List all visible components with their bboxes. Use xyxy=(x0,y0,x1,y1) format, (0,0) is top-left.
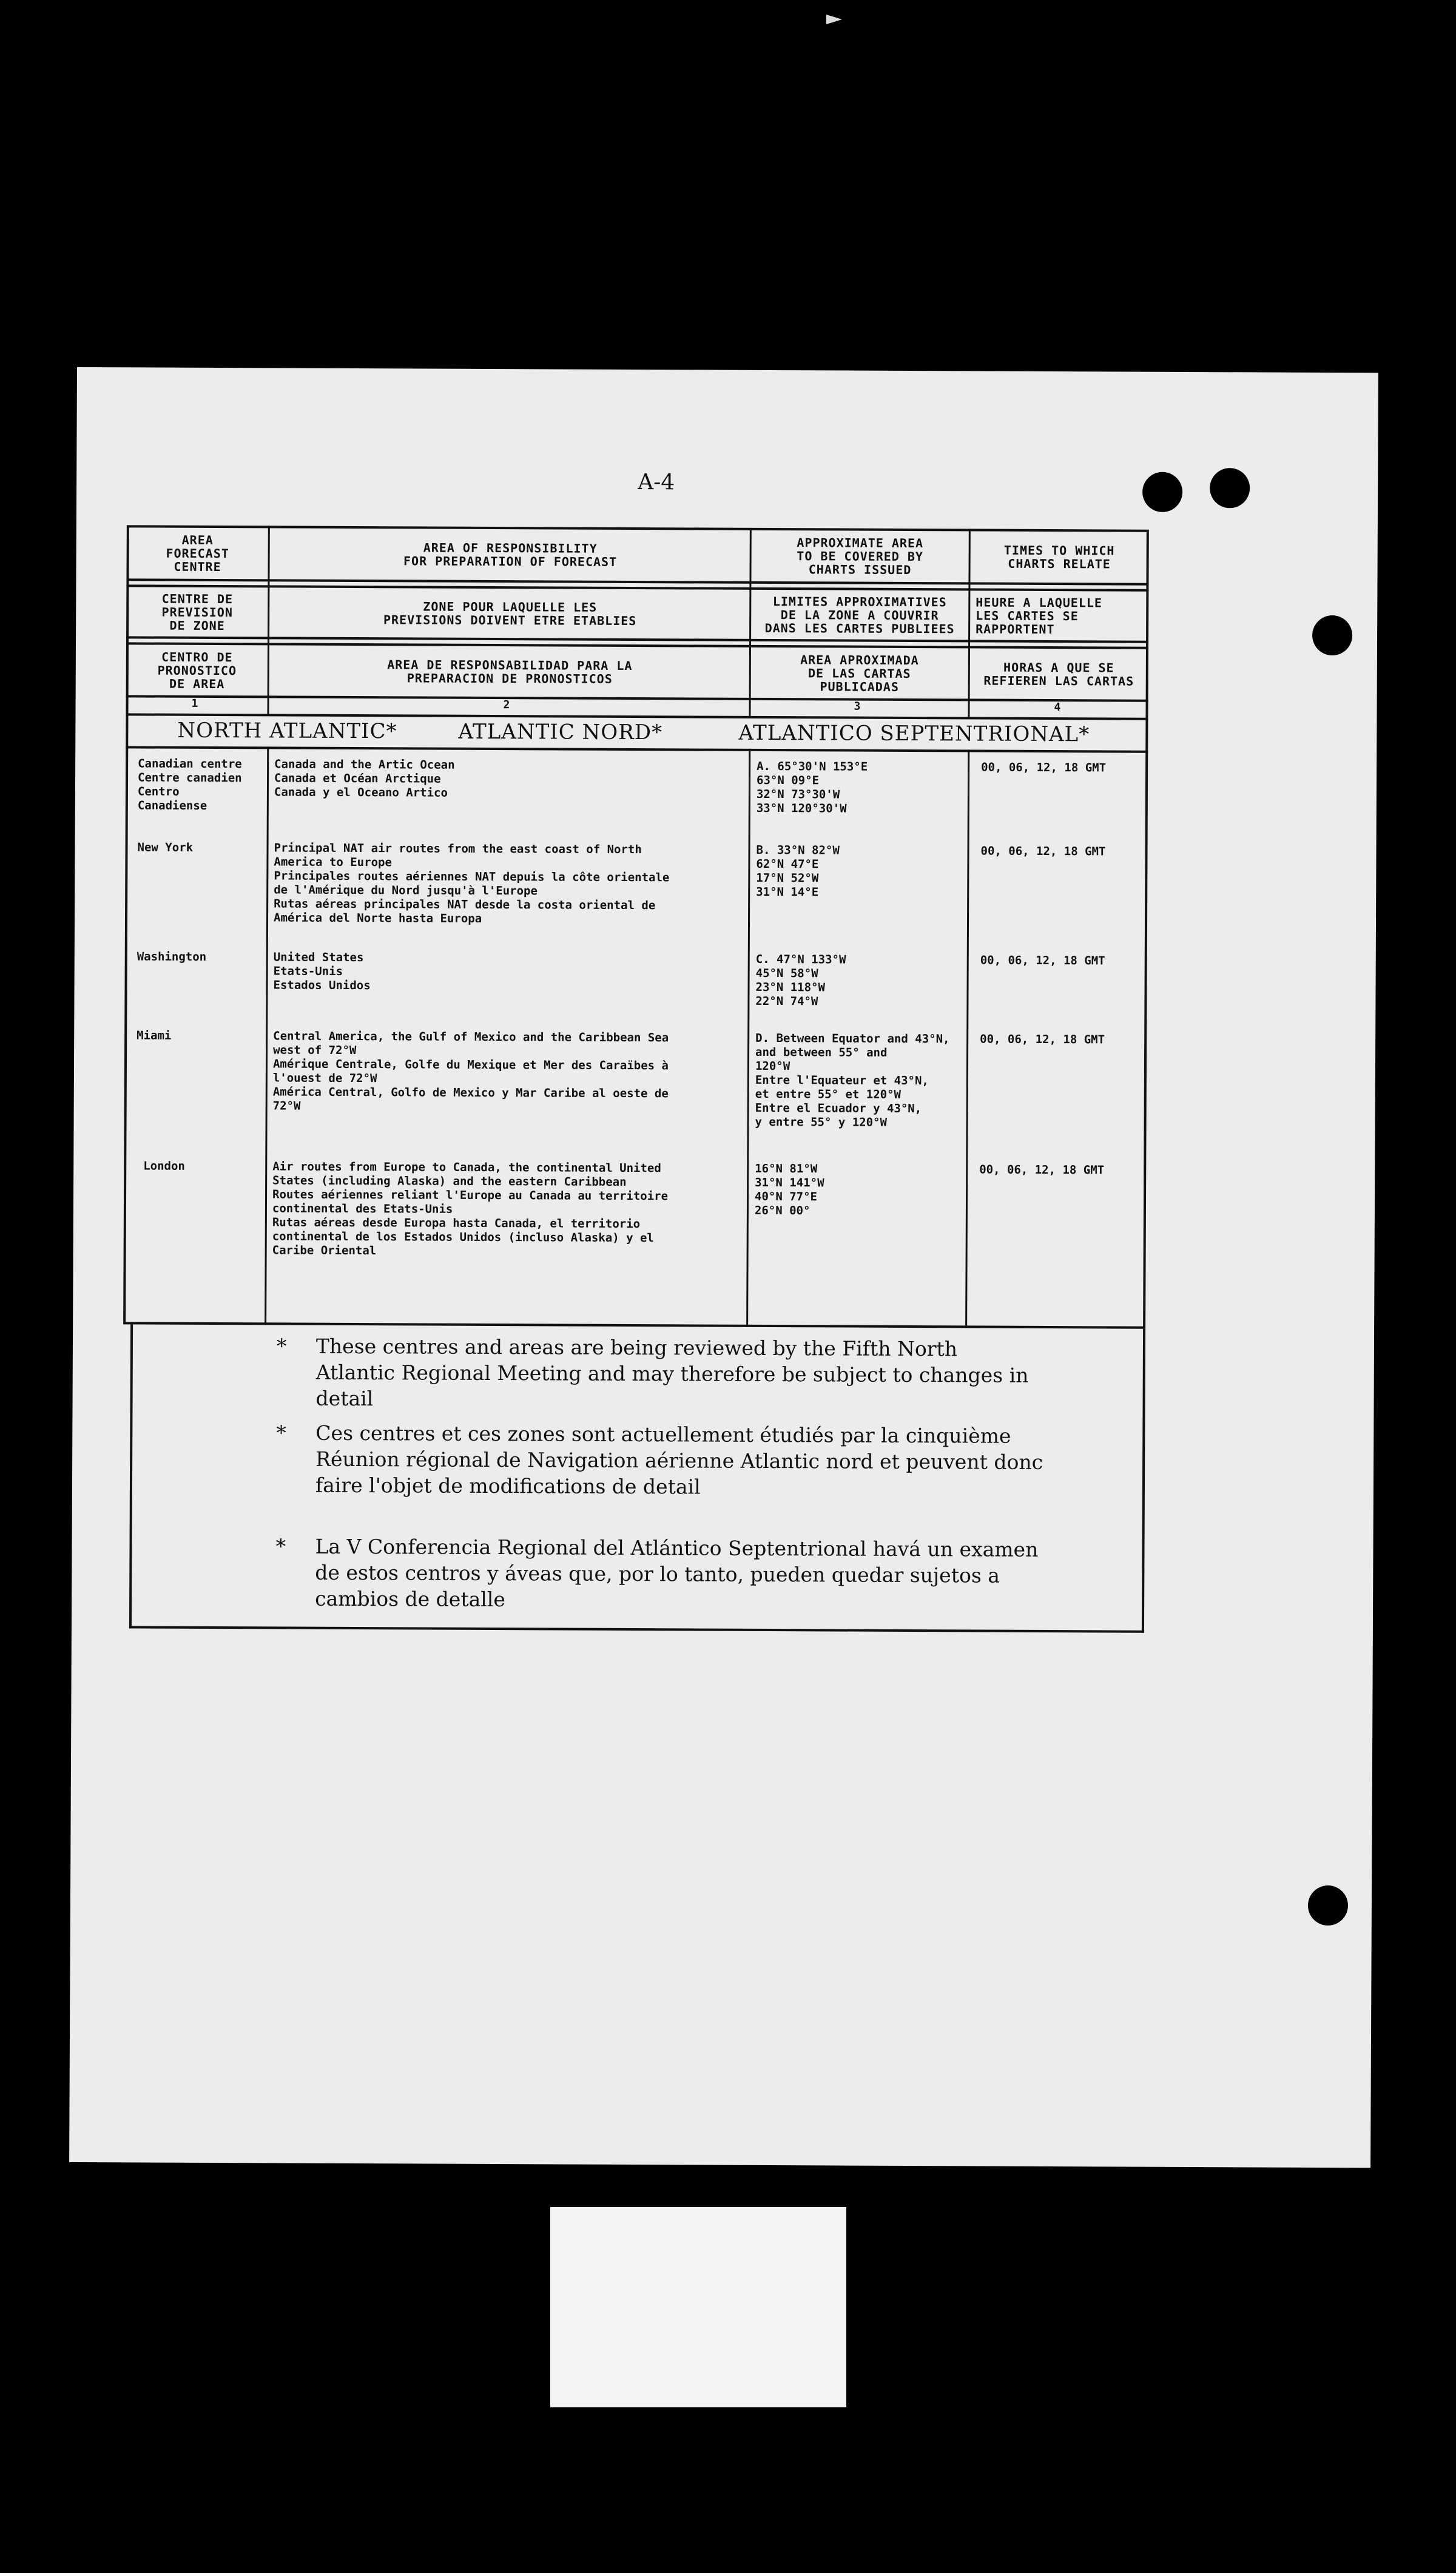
area-cell: Air routes from Europe to Canada, the continental United States (including Alaska) and the eastern Caribbean Routes aériennes reliant l'Europe au Canada au territoire continental des Etats-Unis Rutas aéreas desde Europa hasta Canada, el territorio continental de los Estados Unidos (incluso Alaska) y el Caribe Oriental xyxy=(272,1160,669,1258)
times-cell: 00, 06, 12, 18 GMT xyxy=(981,760,1107,775)
column-number: 2 xyxy=(503,698,510,712)
header-fr-centre: CENTRE DE PREVISION DE ZONE xyxy=(161,591,234,633)
column-number: 1 xyxy=(191,697,198,710)
footnote-text: La V Conferencia Regional del Atlántico Septentrional havá un examen de estos centros y áveas que, por lo tanto, pueden quedar sujetos a cambios de detalle xyxy=(315,1534,1039,1612)
header-en-centre: AREA FORECAST CENTRE xyxy=(166,532,229,575)
punch-hole xyxy=(1210,468,1250,508)
footnote-text: Ces centres et ces zones sont actuellement étudiés par la cinquième Réunion régional de Navigation aérienne Atlantic nord et peuvent donc faire l'objet de modifications de detail xyxy=(315,1421,1043,1499)
charts-cell: D. Between Equator and 43°N, and between 55° and 120°W Entre l'Equateur et 43°N, et entre 55° et 120°W Entre el Ecuador y 43°N, y entre 55° y 120°W xyxy=(755,1031,950,1129)
area-cell: Canada and the Artic Ocean Canada et Océan Arctique Canada y el Oceano Artico xyxy=(274,757,455,800)
footnote-fr xyxy=(276,1420,1050,1501)
footnote-en xyxy=(276,1333,1032,1415)
footnote-text: These centres and areas are being reviewed by the Fifth North Atlantic Regional Meeting and may therefore be subject to changes in detail xyxy=(315,1334,1029,1411)
column-number: 4 xyxy=(1054,701,1061,714)
header-fr-times: HEURE A LAQUELLE LES CARTES SE RAPPORTENT xyxy=(976,594,1103,637)
area-cell: Central America, the Gulf of Mexico and the Caribbean Sea west of 72°W Amérique Centrale, Golfe du Mexique et Mer des Caraïbes à l'ouest de 72°W América Central, Golfo de Mexico y Mar Caribe al oeste de 72°W xyxy=(272,1029,669,1113)
header-es-charts: AREA APROXIMADA DE LAS CARTAS PUBLICADAS xyxy=(800,652,919,694)
scan-edge-mark xyxy=(826,15,842,24)
header-es-times: HORAS A QUE SE REFIEREN LAS CARTAS xyxy=(983,660,1134,689)
punch-hole xyxy=(1308,1885,1348,1926)
area-cell: United States Etats-Unis Estados Unidos xyxy=(273,950,371,993)
centre-cell: Miami xyxy=(136,1029,172,1043)
times-cell: 00, 06, 12, 18 GMT xyxy=(979,1163,1105,1177)
centre-cell: Washington xyxy=(136,950,207,964)
charts-cell: 16°N 81°W 31°N 141°W 40°N 77°E 26°N 00° xyxy=(754,1161,824,1218)
header-es-centre: CENTRO DE PRONOSTICO DE AREA xyxy=(157,649,237,691)
header-en-area: AREA OF RESPONSIBILITY FOR PREPARATION OF FORECAST xyxy=(403,540,618,569)
column-number: 3 xyxy=(854,700,861,713)
region-title-en: NORTH ATLANTIC* xyxy=(177,718,397,744)
centre-cell: London xyxy=(143,1159,185,1173)
footnote-asterisk: * xyxy=(275,1534,286,1558)
centre-cell: New York xyxy=(137,840,194,854)
charts-cell: B. 33°N 82°W 62°N 47°E 17°N 52°W 31°N 14°E xyxy=(756,843,840,899)
header-en-times: TIMES TO WHICH CHARTS RELATE xyxy=(1003,543,1115,572)
punch-hole xyxy=(1312,615,1352,655)
region-title-fr: ATLANTIC NORD* xyxy=(458,719,663,745)
times-cell: 00, 06, 12, 18 GMT xyxy=(980,844,1106,859)
region-title-es: ATLANTICO SEPTENTRIONAL* xyxy=(738,720,1090,747)
header-fr-charts: LIMITES APPROXIMATIVES DE LA ZONE A COUVRIR DANS LES CARTES PUBLIEES xyxy=(764,593,955,636)
times-cell: 00, 06, 12, 18 GMT xyxy=(980,953,1105,968)
charts-cell: C. 47°N 133°W 45°N 58°W 23°N 118°W 22°N 74°W xyxy=(755,952,846,1009)
times-cell: 00, 06, 12, 18 GMT xyxy=(980,1032,1105,1047)
document-page xyxy=(69,367,1378,2168)
header-en-charts: APPROXIMATE AREA TO BE COVERED BY CHARTS ISSUED xyxy=(797,535,924,578)
centre-cell: Canadian centre Centre canadien Centro Canadiense xyxy=(137,757,242,813)
area-cell: Principal NAT air routes from the east coast of North America to Europe Principales routes aériennes NAT depuis la côte orientale de l'Amérique du Nord jusqu'à l'Europe Rutas aéreas principales NAT desde la costa oriental de América del Norte hasta Europa xyxy=(273,841,670,925)
header-fr-area: ZONE POUR LAQUELLE LES PREVISIONS DOIVENT ETRE ETABLIES xyxy=(383,598,637,628)
charts-cell: A. 65°30'N 153°E 63°N 09°E 32°N 73°30'W 33°N 120°30'W xyxy=(756,759,868,816)
forecast-centres-table xyxy=(122,525,1149,1632)
punch-hole xyxy=(1142,472,1182,512)
header-es-area: AREA DE RESPONSABILIDAD PARA LA PREPARACION DE PRONOSTICOS xyxy=(387,657,633,686)
footnote-asterisk: * xyxy=(276,1421,286,1445)
blank-label-slip xyxy=(550,2207,846,2407)
page-number: A-4 xyxy=(638,470,675,495)
footnote-es xyxy=(275,1533,1050,1615)
footnote-asterisk: * xyxy=(276,1334,287,1358)
